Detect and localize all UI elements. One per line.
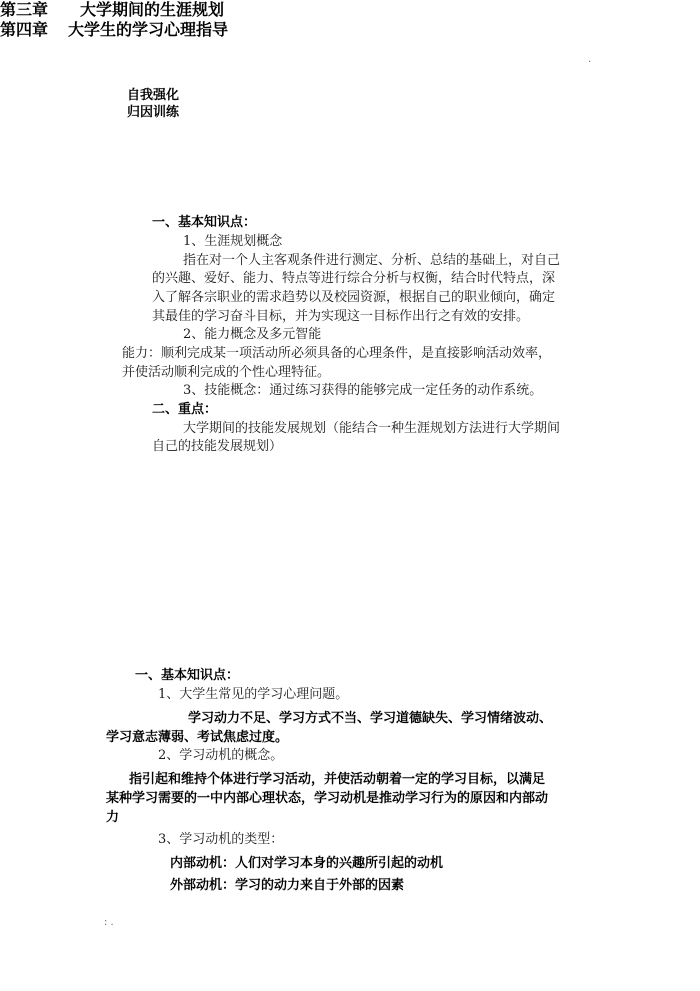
chapter4-item2-p2: 某种学习需要的一中内部心理状态，学习动机是推动学习行为的原因和内部动 <box>106 791 549 806</box>
chapter4-item2-p1: 指引起和维持个体进行学习活动，并使活动朝着一定的学习目标，以满足 <box>129 772 546 787</box>
chapter4-item2-title: 2、学习动机的概念。 <box>158 748 284 763</box>
chapter4-item1-p2: 学习意志薄弱、考试焦虑过度。 <box>106 730 289 745</box>
chapter3-item2-p2: 并使活动顺利完成的个性心理特征。 <box>122 365 331 380</box>
chapter3-item2-title: 2、能力概念及多元智能 <box>183 327 322 342</box>
chapter3-key-p1: 大学期间的技能发展规划（能结合一种生涯规划方法进行大学期间 <box>183 421 561 436</box>
chapter3-title <box>0 0 700 20</box>
chapter4-title-text: 大学生的学习心理指导 <box>68 20 229 39</box>
chapter3-item3: 3、技能概念：通过练习获得的能够完成一定任务的动作系统。 <box>183 383 543 398</box>
chapter4-external: 外部动机：学习的动力来自于外部的因素 <box>170 878 405 893</box>
chapter3-title-text: 大学期间的生涯规划 <box>80 0 225 19</box>
chapter4-item1-p1: 学习动力不足、学习方式不当、学习道德缺失、学习情绪波动、 <box>188 711 553 726</box>
chapter3-section1: 一、基本知识点： <box>152 215 257 230</box>
chapter4-item1-title: 1、大学生常见的学习心理问题。 <box>158 687 349 702</box>
chapter3-item1-p4: 其最佳的学习奋斗目标，并为实现这一目标作出行之有效的安排。 <box>152 309 530 324</box>
chapter3-item2-p1: 能力：顺利完成某一项活动所必须具备的心理条件，是直接影响活动效率， <box>122 346 552 361</box>
chapter4-item2-p3: 力 <box>106 810 120 825</box>
chapter3-item1-p1: 指在对一个人主客观条件进行测定、分析、总结的基础上，对自己 <box>183 253 561 268</box>
chapter3-item1-p2: 的兴趣、爱好、能力、特点等进行综合分析与权衡，结合时代特点，深 <box>152 271 556 286</box>
chapter4-internal: 内部动机：人们对学习本身的兴趣所引起的动机 <box>170 856 444 871</box>
chapter4-title <box>0 20 700 40</box>
chapter4-title-num: 第四章 <box>0 20 49 39</box>
chapter4-section1: 一、基本知识点： <box>135 668 240 683</box>
chapter3-title-num: 第三章 <box>0 0 49 19</box>
chapter3-section2: 二、重点： <box>152 402 218 417</box>
top-line-2: 归因训练 <box>127 105 180 120</box>
top-line-1: 自我强化 <box>127 88 180 103</box>
corner-mark: . <box>588 54 592 65</box>
chapter3-item1-title: 1、生涯规划概念 <box>183 234 283 249</box>
chapter3-key-p2: 自己的技能发展规划） <box>152 439 283 454</box>
footer-mark: : . <box>104 917 114 928</box>
chapter4-item3-title: 3、学习动机的类型： <box>158 832 284 847</box>
chapter3-item1-p3: 入了解各宗职业的需求趋势以及校园资源，根据自己的职业倾向，确定 <box>152 290 556 305</box>
